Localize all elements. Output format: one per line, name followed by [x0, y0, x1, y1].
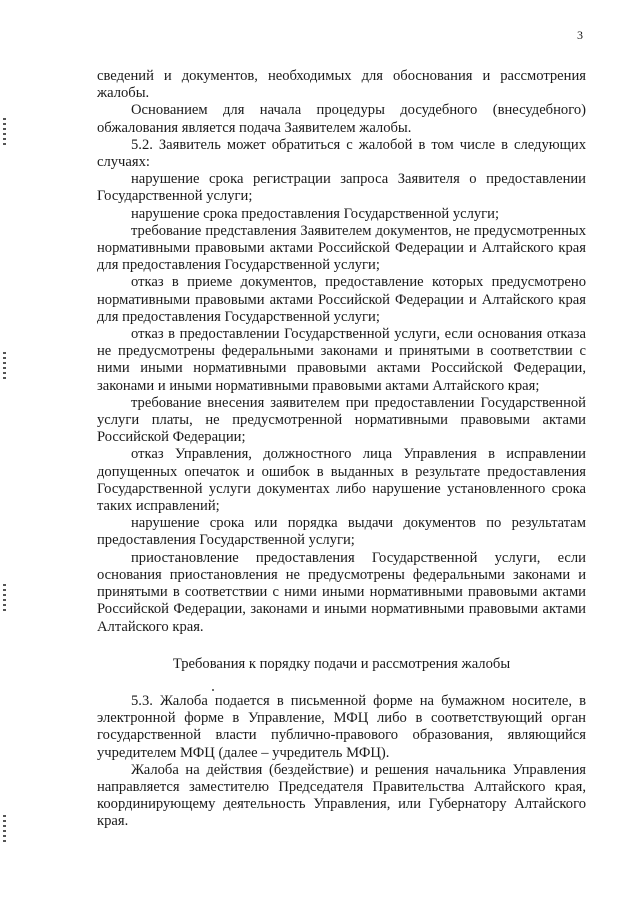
binding-mark-3 — [3, 584, 6, 612]
paragraph-5-2: 5.2. Заявитель может обратиться с жалобой в том числе в следующих случаях: — [97, 136, 586, 171]
list-item-service-refusal: отказ в предоставлении Государственной услуги, если основания отказа не предусмотрены федеральными законами и принятыми в соответствии с ними иными нормативными правовыми актами Российской Федерации, законами и иными нормативными правовыми актами Алтайского края; — [97, 326, 586, 394]
list-item-correction-refusal: отказ Управления, должностного лица Управления в исправлении допущенных опечаток и ошибок в выданных в результате предоставления Государственной услуги документах либо нарушение установленного срока таких исправлений; — [97, 446, 586, 515]
paragraph-complaint-head: Жалоба на действия (бездействие) и решения начальника Управления направляется заместителю Председателя Правительства Алтайского края, координирующему деятельность Управления, или Губернатору Алтайского края. — [97, 761, 586, 830]
paragraph-appeal-basis: Основанием для начала процедуры досудебного (внесудебного) обжалования является подача Заявителем жалобы. — [97, 102, 586, 136]
page-number: 3 — [577, 28, 583, 42]
list-item-suspension: приостановление предоставления Государственной услуги, если основания приостановления не предусмотрены федеральными законами и принятыми в соответствии с ними иными нормативными правовыми актами Российской Федерации, законами и иными нормативными правовыми актами Алтайского края. — [97, 549, 586, 635]
document-body — [97, 68, 586, 831]
binding-mark-1 — [3, 118, 6, 146]
binding-mark-2 — [3, 352, 6, 380]
paragraph-continuation: сведений и документов, необходимых для обоснования и рассмотрения жалобы. — [97, 68, 586, 102]
binding-mark-4 — [3, 815, 6, 843]
list-item-issuance-order: нарушение срока или порядка выдачи документов по результатам предоставления Государственной услуги; — [97, 515, 586, 549]
section-heading: Требования к порядку подачи и рассмотрения жалобы — [172, 655, 511, 672]
list-item-registration-term: нарушение срока регистрации запроса Заявителя о предоставлении Государственной услуги; — [97, 171, 586, 205]
list-item-document-refusal: отказ в приеме документов, предоставление которых предусмотрено нормативными правовыми актами Российской Федерации и Алтайского края для предоставления Государственной услуги; — [97, 274, 586, 325]
list-item-extra-documents: требование представления Заявителем документов, не предусмотренных нормативными правовыми актами Российской Федерации и Алтайского края для предоставления Государственной услуги; — [97, 222, 586, 274]
list-item-fee-requirement: требование внесения заявителем при предоставлении Государственной услуги платы, не предусмотренной нормативными правовыми актами Российской Федерации; — [97, 394, 586, 446]
paragraph-5-3: 5.3. Жалоба подается в письменной форме на бумажном носителе, в электронной форме в Управление, МФЦ либо в соответствующий орган государственной власти публично-правового образования, являющийся учредителем МФЦ (далее – учредитель МФЦ). — [97, 692, 586, 761]
list-item-service-term: нарушение срока предоставления Государственной услуги; — [131, 205, 500, 222]
